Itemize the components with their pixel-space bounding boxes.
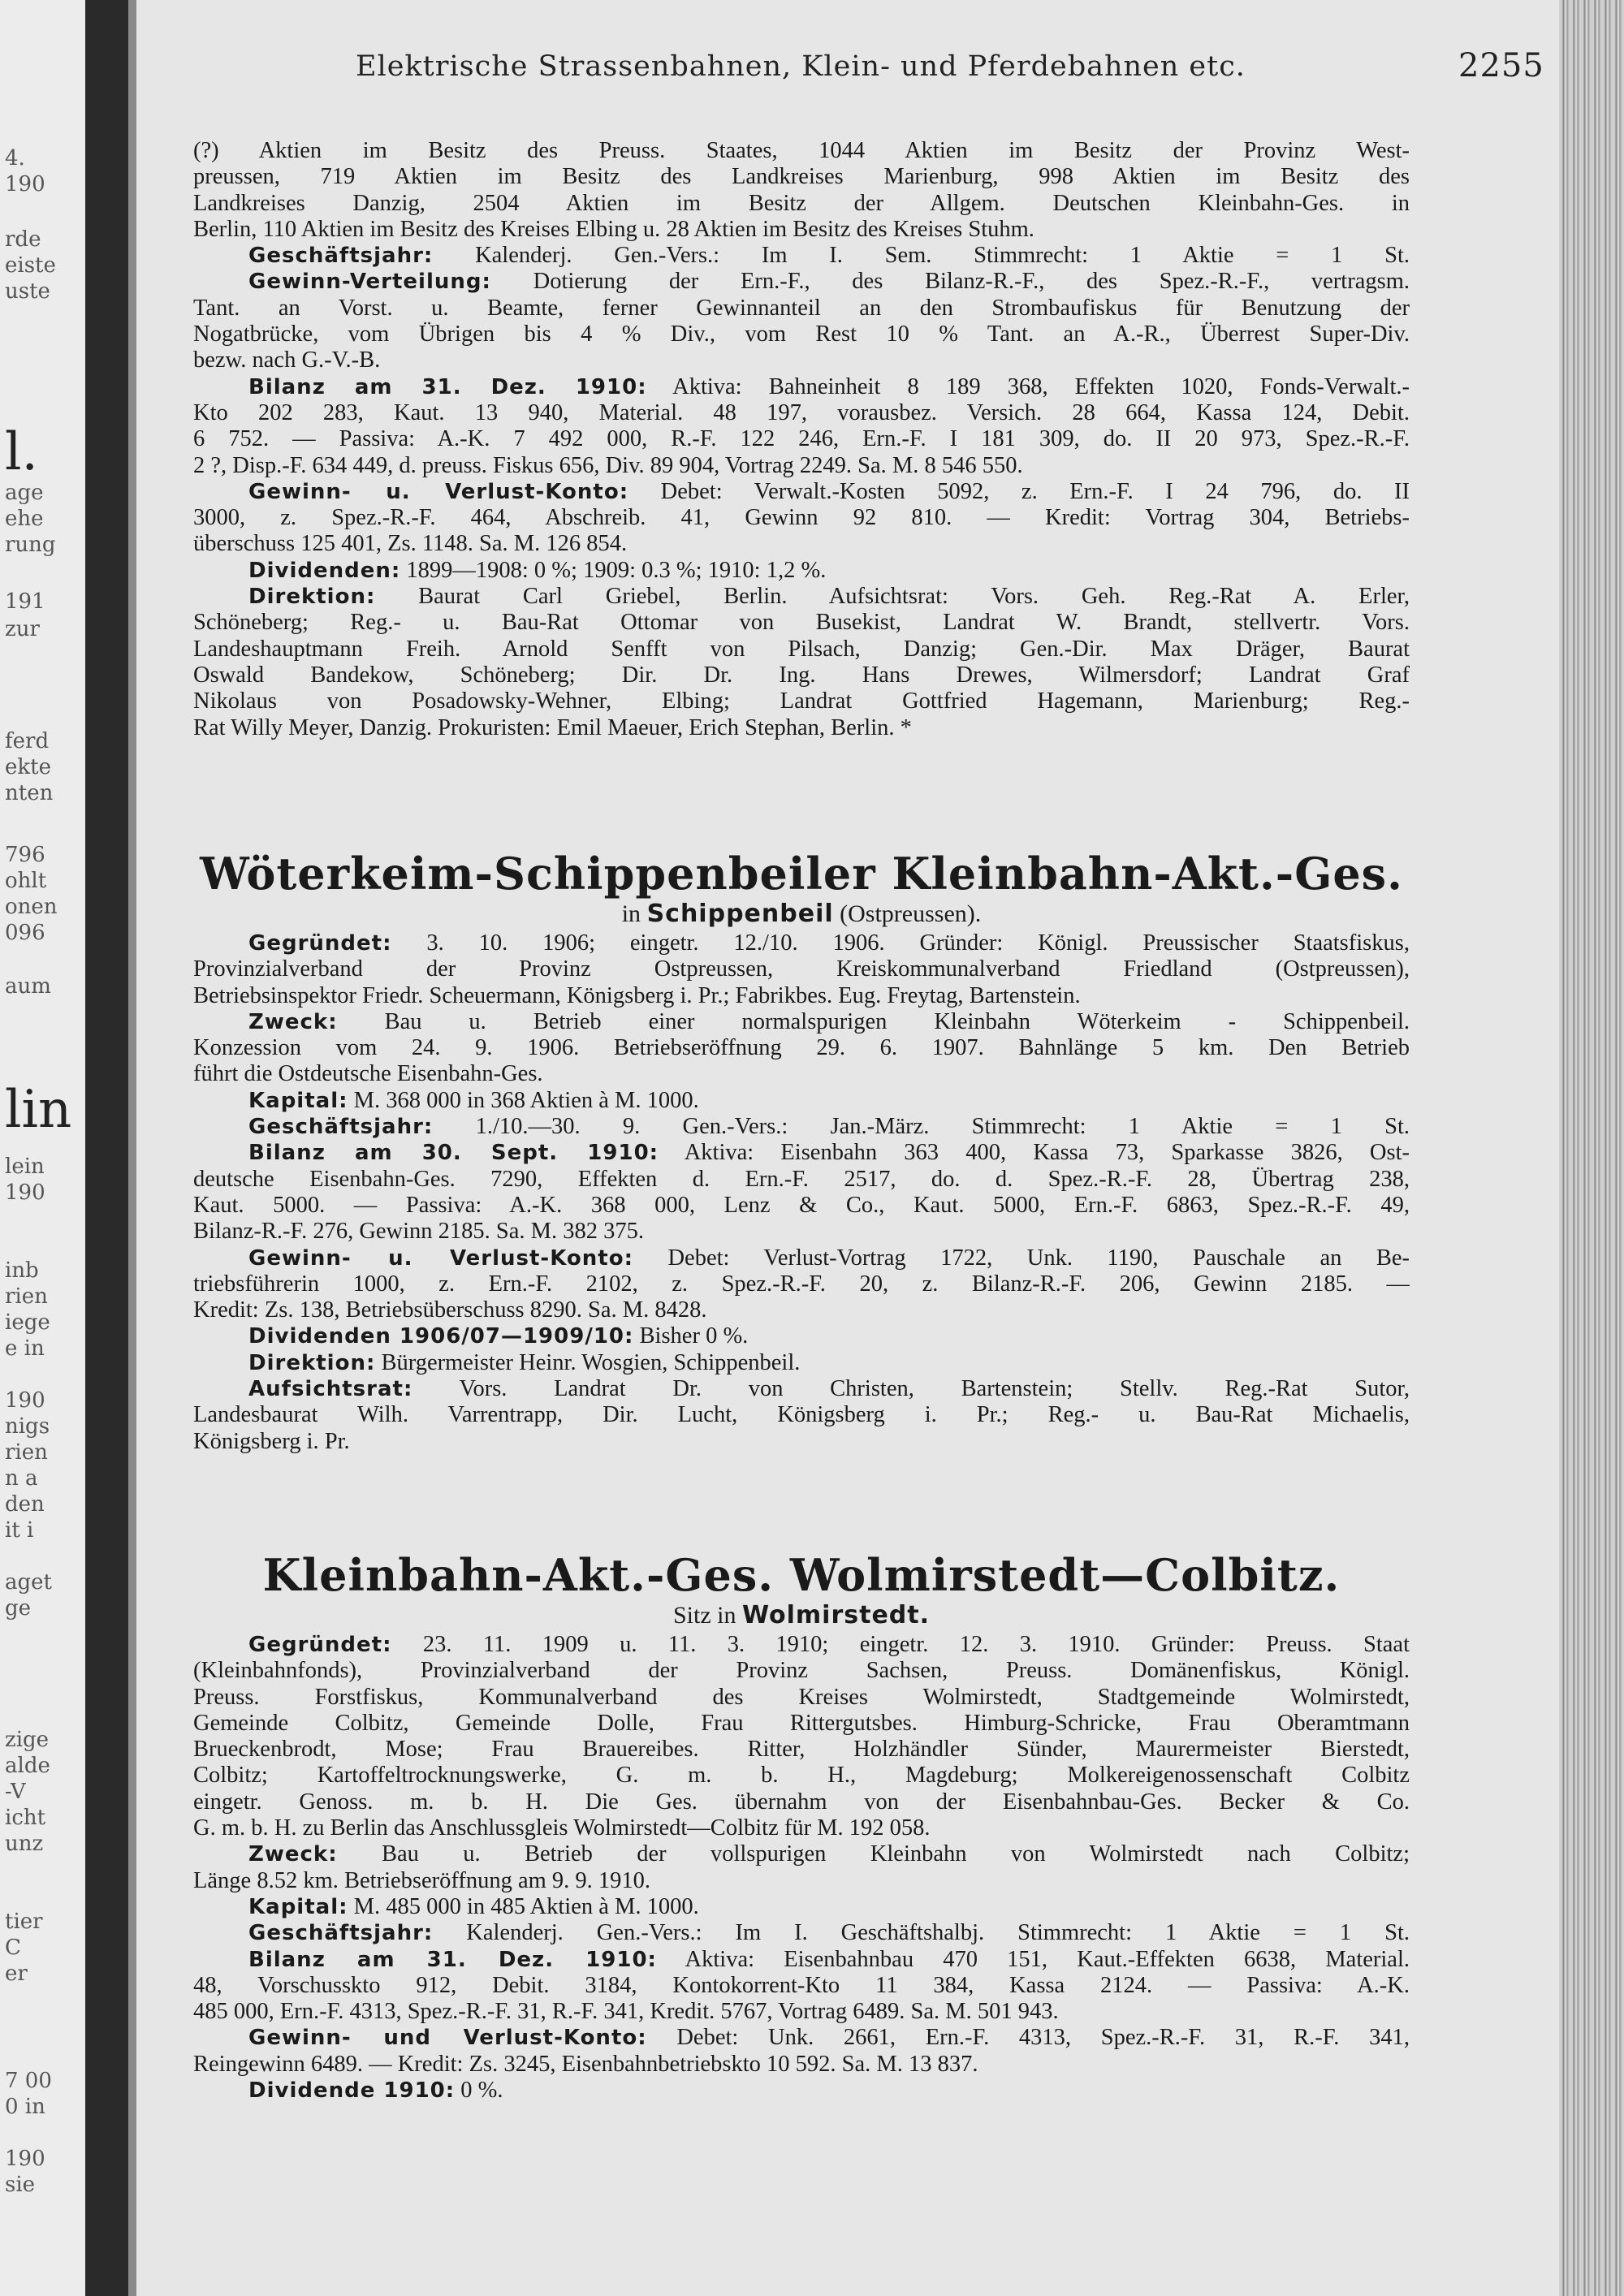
margin-fragment: onen [5, 895, 58, 919]
field-text: preussen, 719 Aktien im Besitz des Landkreises Marienburg, 998 Aktien im Besitz des [193, 164, 1410, 190]
field-text: M. 368 000 in 368 Aktien à M. 1000. [348, 1087, 699, 1113]
margin-fragment: 796 [5, 843, 45, 867]
field-text: Colbitz; Kartoffeltrocknungswerke, G. m. b. H., Magdeburg; Molkereigenossenschaft Colbitz [193, 1763, 1410, 1789]
text-line [193, 1685, 1410, 1711]
text-line [193, 400, 1410, 426]
text-line [193, 1088, 1410, 1114]
field-text: Landeshauptmann Freih. Arnold Senfft von Pilsach, Danzig; Gen.-Dir. Max Dräger, Baurat [193, 636, 1410, 662]
seat-city: Wolmirstedt. [742, 1601, 931, 1629]
margin-fragment: -V [5, 1780, 26, 1804]
margin-fragment: zur [5, 617, 40, 641]
text-line [193, 1219, 1410, 1245]
document-page [136, 0, 1559, 2296]
text-line [193, 1632, 1410, 1658]
margin-fragment: ge [5, 1596, 32, 1621]
text-line [193, 1271, 1410, 1297]
margin-fragment: unz [5, 1832, 44, 1856]
text-line [193, 2078, 1410, 2104]
text-line [193, 347, 1410, 373]
margin-fragment: lein [5, 1154, 45, 1179]
entry-continuation [193, 138, 1410, 741]
text-line [193, 956, 1410, 982]
field-text: 485 000, Ern.-F. 4313, Spez.-R.-F. 31, R.-F. 341, Kredit. 5767, Vortrag 6489. Sa. M. 501 943. [193, 1999, 1059, 2025]
page-stack-edge [1559, 0, 1624, 2296]
field-text: Bau u. Betrieb der vollspurigen Kleinbahn von Wolmirstedt nach Colbitz; [337, 1841, 1410, 1867]
text-line [193, 1737, 1410, 1763]
margin-fragment: er [5, 1962, 28, 1986]
field-text: 6 752. — Passiva: A.-K. 7 492 000, R.-F. 122 246, Ern.-F. I 181 309, do. II 20 973, Spez.-R.-F. [193, 426, 1410, 452]
text-line [193, 558, 1410, 584]
field-text: Oswald Bandekow, Schöneberg; Dir. Dr. Ing. Hans Drewes, Wilmersdorf; Landrat Graf [193, 662, 1410, 688]
margin-fragment: uste [5, 279, 50, 304]
margin-fragment: l. [5, 422, 38, 482]
company-entry-woeterkeim [193, 849, 1410, 1455]
field-text: Betriebsinspektor Friedr. Scheuermann, Königsberg i. Pr.; Fabrikbes. Eug. Freytag, Bartenstein. [193, 982, 1081, 1008]
text-line [193, 1376, 1410, 1402]
book-gutter [85, 0, 130, 2296]
text-line [193, 531, 1410, 557]
field-label: Direktion: [248, 585, 376, 610]
text-line [193, 2052, 1410, 2078]
margin-fragment: ekte [5, 755, 51, 779]
text-line [193, 1167, 1410, 1193]
field-text: 23. 11. 1909 u. 11. 3. 1910; eingetr. 12. 3. 1910. Gründer: Preuss. Staat [391, 1632, 1410, 1657]
field-text: Landesbaurat Wilh. Varrentrapp, Dir. Lucht, Königsberg i. Pr.; Reg.- u. Bau-Rat Michaelis, [193, 1402, 1410, 1428]
field-label: Bilanz am 31. Dez. 1910: [248, 1947, 657, 1972]
field-text: Berlin, 110 Aktien im Besitz des Kreises Elbing u. 28 Aktien im Besitz des Kreises Stuhm. [193, 216, 1034, 242]
margin-fragment: ferd [5, 729, 50, 753]
margin-fragment: 4. [5, 146, 25, 170]
margin-fragment: 190 [5, 172, 45, 196]
text-line [193, 1658, 1410, 1684]
margin-fragment: 191 [5, 589, 45, 614]
text-line [193, 584, 1410, 610]
margin-fragment: inb [5, 1258, 39, 1283]
field-text: Bau u. Betrieb einer normalspurigen Kleinbahn Wöterkeim - Schippenbeil. [337, 1008, 1410, 1034]
margin-fragment: 190 [5, 1388, 45, 1413]
field-label: Geschäftsjahr: [248, 1115, 434, 1140]
text-line [193, 637, 1410, 662]
text-line [193, 1035, 1410, 1061]
field-text: Konzession vom 24. 9. 1906. Betriebseröffnung 29. 6. 1907. Bahnlänge 5 km. Den Betrieb [193, 1035, 1410, 1061]
text-line [193, 715, 1410, 741]
text-line [193, 662, 1410, 688]
field-text: Kredit: Zs. 138, Betriebsüberschuss 8290. Sa. M. 8428. [193, 1297, 707, 1323]
field-text: Baurat Carl Griebel, Berlin. Aufsichtsrat: Vors. Geh. Reg.-Rat A. Erler, [375, 584, 1410, 610]
adjacent-page-margin [0, 0, 85, 2296]
margin-fragment: 190 [5, 2147, 45, 2171]
text-line [193, 269, 1410, 295]
field-text: G. m. b. H. zu Berlin das Anschlussgleis Wolmirstedt—Colbitz für M. 192 058. [193, 1815, 931, 1841]
text-line [193, 1193, 1410, 1219]
field-label: Gegründet: [248, 931, 392, 956]
field-text: M. 485 000 in 485 Aktien à M. 1000. [348, 1893, 699, 1919]
text-line [193, 426, 1410, 452]
margin-fragment: n a [5, 1466, 38, 1491]
field-text: 1899—1908: 0 %; 1909: 0.3 %; 1910: 1,2 %. [400, 557, 827, 583]
margin-fragment: nten [5, 781, 54, 805]
text-line [193, 1973, 1410, 1999]
seat-city: Schippenbeil [646, 900, 834, 928]
margin-fragment: e in [5, 1336, 45, 1361]
field-label: Gewinn- u. Verlust-Konto: [248, 479, 629, 504]
field-text: Debet: Verlust-Vortrag 1722, Unk. 1190, Pauschale an Be- [633, 1245, 1410, 1271]
company-seat: Sitz in Wolmirstedt. [672, 1601, 931, 1629]
margin-fragment: lin [5, 1080, 72, 1140]
field-text: Schöneberg; Reg.- u. Bau-Rat Ottomar von Busekist, Landrat W. Brandt, stellvertr. Vors. [193, 610, 1410, 636]
field-text: Kaut. 5000. — Passiva: A.-K. 368 000, Lenz & Co., Kaut. 5000, Ern.-F. 6863, Spez.-R.-F. 49, [193, 1192, 1410, 1218]
field-text: (?) Aktien im Besitz des Preuss. Staates, 1044 Aktien im Besitz der Provinz West- [193, 138, 1410, 163]
margin-fragment: rien [5, 1284, 48, 1309]
field-text: Landkreises Danzig, 2504 Aktien im Besitz der Allgem. Deutschen Kleinbahn-Ges. in [193, 190, 1410, 216]
text-line [193, 1999, 1410, 2025]
field-text: Gemeinde Colbitz, Gemeinde Dolle, Frau Rittergutsbes. Himburg-Schricke, Frau Oberamtmann [193, 1710, 1410, 1736]
text-line [193, 1920, 1410, 1946]
field-text: 1./10.—30. 9. Gen.-Vers.: Jan.-März. Stimmrecht: 1 Aktie = 1 St. [433, 1114, 1410, 1140]
field-text: 2 ?, Disp.-F. 634 449, d. preuss. Fiskus 656, Div. 89 904, Vortrag 2249. Sa. M. 8 546 550. [193, 452, 1023, 478]
field-text: 3. 10. 1906; eingetr. 12./10. 1906. Gründer: Königl. Preussischer Staatsfiskus, [391, 930, 1410, 956]
margin-fragment: 190 [5, 1180, 45, 1205]
field-label: Zweck: [248, 1009, 338, 1034]
field-text: eingetr. Genoss. m. b. H. Die Ges. übernahm von der Eisenbahnbau-Ges. Becker & Co. [193, 1789, 1410, 1815]
text-line [193, 296, 1410, 322]
field-text: Brueckenbrodt, Mose; Frau Brauereibes. Ritter, Holzhändler Sünder, Maurermeister Bierstedt, [193, 1737, 1410, 1763]
text-line [193, 1061, 1410, 1087]
text-line [193, 453, 1410, 479]
text-line [193, 374, 1410, 400]
field-text: Länge 8.52 km. Betriebseröffnung am 9. 9. 1910. [193, 1867, 651, 1893]
text-line [193, 1711, 1410, 1737]
margin-fragment: rde [5, 227, 41, 252]
margin-fragment: den [5, 1492, 45, 1517]
running-header [356, 47, 1559, 84]
field-text: Preuss. Forstfiskus, Kommunalverband des Kreises Wolmirstedt, Stadtgemeinde Wolmirstedt, [193, 1684, 1410, 1710]
text-line [193, 1140, 1410, 1166]
text-line [193, 1323, 1410, 1349]
margin-fragment: aum [5, 974, 51, 999]
company-details [193, 1632, 1410, 2104]
field-text: Dotierung der Ern.-F., des Bilanz-R.-F., des Spez.-R.-F., vertragsm. [490, 269, 1410, 295]
text-line [193, 479, 1410, 505]
text-line [193, 1402, 1410, 1428]
field-text: Königsberg i. Pr. [193, 1428, 350, 1454]
text-line [193, 1841, 1410, 1867]
book-gutter-edge [128, 0, 136, 2296]
margin-fragment: iege [5, 1310, 50, 1335]
margin-fragment: 7 00 [5, 2069, 52, 2093]
text-line [193, 1245, 1410, 1271]
text-line [193, 505, 1410, 531]
text-line [193, 217, 1410, 243]
text-line [193, 1009, 1410, 1035]
field-text: deutsche Eisenbahn-Ges. 7290, Effekten d. Ern.-F. 2517, do. d. Spez.-R.-F. 28, Übertrag 238, [193, 1166, 1410, 1192]
header-title: Elektrische Strassenbahnen, Klein- und Pferdebahnen etc. [356, 50, 1246, 83]
text-line [193, 930, 1410, 956]
field-label: Dividenden 1906/07—1909/10: [248, 1324, 634, 1349]
margin-fragment: tier [5, 1910, 43, 1934]
field-label: Zweck: [248, 1842, 338, 1867]
field-text: Aktiva: Eisenbahn 363 400, Kassa 73, Sparkasse 3826, Ost- [659, 1140, 1410, 1166]
field-label: Dividenden: [248, 558, 401, 583]
margin-fragment: sie [5, 2173, 36, 2197]
text-line [193, 1429, 1410, 1455]
field-text: überschuss 125 401, Zs. 1148. Sa. M. 126 854. [193, 531, 628, 557]
text-line [193, 1763, 1410, 1789]
field-text: Bürgermeister Heinr. Wosgien, Schippenbeil. [375, 1349, 801, 1375]
company-name: Wöterkeim-Schippenbeiler Kleinbahn-Akt.-Ges. [200, 848, 1403, 900]
field-text: Aktiva: Bahneinheit 8 189 368, Effekten 1020, Fonds-Verwalt.- [646, 373, 1410, 399]
field-label: Gegründet: [248, 1633, 392, 1657]
text-line [193, 1894, 1410, 1920]
field-text: Vors. Landrat Dr. von Christen, Bartenstein; Stellv. Reg.-Rat Sutor, [412, 1376, 1410, 1402]
text-line [193, 1815, 1410, 1841]
field-text: 48, Vorschusskto 912, Debit. 3184, Kontokorrent-Kto 11 384, Kassa 2124. — Passiva: A.-K. [193, 1972, 1410, 1998]
field-label: Aufsichtsrat: [248, 1377, 413, 1402]
text-line [193, 191, 1410, 217]
margin-fragment: aget [5, 1570, 52, 1595]
text-line [193, 1868, 1410, 1894]
margin-fragment: nigs [5, 1414, 50, 1439]
field-text: Rat Willy Meyer, Danzig. Prokuristen: Emil Maeuer, Erich Stephan, Berlin. * [193, 714, 912, 740]
field-label: Direktion: [248, 1350, 376, 1375]
field-text: Kalenderj. Gen.-Vers.: Im I. Sem. Stimmrecht: 1 Aktie = 1 St. [433, 243, 1410, 269]
text-line [193, 1789, 1410, 1815]
field-text: Kalenderj. Gen.-Vers.: Im I. Geschäftshalbj. Stimmrecht: 1 Aktie = 1 St. [433, 1920, 1410, 1946]
margin-fragment: rung [5, 533, 56, 557]
text-line [193, 164, 1410, 190]
margin-fragment: ehe [5, 507, 44, 531]
margin-fragment: C [5, 1936, 21, 1960]
field-text: Bilanz-R.-F. 276, Gewinn 2185. Sa. M. 382 375. [193, 1219, 645, 1245]
company-details [193, 930, 1410, 1455]
field-label: Bilanz am 30. Sept. 1910: [248, 1141, 659, 1166]
margin-fragment: 096 [5, 921, 45, 945]
margin-fragment: age [5, 481, 44, 505]
field-text: triebsführerin 1000, z. Ern.-F. 2102, z. Spez.-R.-F. 20, z. Bilanz-R.-F. 206, Gewinn 2185. — [193, 1271, 1410, 1297]
field-text: 3000, z. Spez.-R.-F. 464, Abschreib. 41, Gewinn 92 810. — Kredit: Vortrag 304, Betriebs- [193, 505, 1410, 531]
field-label: Gewinn- u. Verlust-Konto: [248, 1245, 633, 1271]
field-text: Aktiva: Eisenbahnbau 470 151, Kaut.-Effekten 6638, Material. [656, 1946, 1410, 1972]
field-label: Gewinn-Verteilung: [248, 270, 491, 295]
field-text: (Kleinbahnfonds), Provinzialverband der Provinz Sachsen, Preuss. Domänenfiskus, Königl. [193, 1658, 1410, 1684]
margin-fragment: zige [5, 1728, 50, 1752]
field-text: Nogatbrücke, vom Übrigen bis 4 % Div., vom Rest 10 % Tant. an A.-R., Überrest Super-Div. [193, 322, 1410, 347]
company-name: Kleinbahn-Akt.-Ges. Wolmirstedt—Colbitz. [262, 1549, 1341, 1601]
text-line [193, 983, 1410, 1009]
field-label: Kapital: [248, 1894, 348, 1919]
text-line [193, 1947, 1410, 1973]
text-line [193, 1297, 1410, 1323]
margin-fragment: it i [5, 1518, 34, 1543]
field-label: Gewinn- und Verlust-Konto: [248, 2026, 647, 2051]
margin-fragment: icht [5, 1806, 46, 1830]
field-text: Reingewinn 6489. — Kredit: Zs. 3245, Eisenbahnbetriebskto 10 592. Sa. M. 13 837. [193, 2051, 978, 2077]
margin-fragment: rien [5, 1440, 48, 1465]
field-text: Bisher 0 %. [633, 1323, 749, 1349]
field-text: Debet: Unk. 2661, Ern.-F. 4313, Spez.-R.-F. 31, R.-F. 341, [646, 2025, 1410, 2051]
field-text: 0 %. [455, 2078, 503, 2104]
text-line [193, 243, 1410, 269]
text-line [193, 138, 1410, 164]
field-text: bezw. nach G.-V.-B. [193, 347, 381, 373]
field-label: Geschäftsjahr: [248, 244, 434, 269]
field-text: Provinzialverband der Provinz Ostpreussen, Kreiskommunalverband Friedland (Ostpreussen), [193, 956, 1410, 982]
company-entry-wolmirstedt [193, 1551, 1410, 2104]
text-line [193, 610, 1410, 636]
text-line [193, 322, 1410, 347]
field-label: Bilanz am 31. Dez. 1910: [248, 374, 647, 399]
text-line [193, 1350, 1410, 1376]
margin-fragment: eiste [5, 253, 56, 278]
page-number: 2255 [1458, 47, 1544, 84]
company-seat: in Schippenbeil (Ostpreussen). [621, 900, 982, 928]
field-text: Kto 202 283, Kaut. 13 940, Material. 48 197, vorausbez. Versich. 28 664, Kassa 124, Debit. [193, 399, 1410, 425]
field-text: Debet: Verwalt.-Kosten 5092, z. Ern.-F. I 24 796, do. II [628, 478, 1410, 504]
field-label: Kapital: [248, 1088, 348, 1113]
field-text: Tant. an Vorst. u. Beamte, ferner Gewinnanteil an den Strombaufiskus für Benutzung der [193, 295, 1410, 321]
margin-fragment: 0 in [5, 2095, 45, 2119]
field-text: führt die Ostdeutsche Eisenbahn-Ges. [193, 1061, 543, 1087]
margin-fragment: ohlt [5, 869, 47, 893]
text-line [193, 688, 1410, 714]
margin-fragment: alde [5, 1754, 50, 1778]
field-text: Nikolaus von Posadowsky-Wehner, Elbing; Landrat Gottfried Hagemann, Marienburg; Reg.- [193, 688, 1410, 714]
field-label: Geschäftsjahr: [248, 1921, 434, 1946]
field-label: Dividende 1910: [248, 2078, 456, 2104]
text-line [193, 2025, 1410, 2051]
text-line [193, 1114, 1410, 1140]
